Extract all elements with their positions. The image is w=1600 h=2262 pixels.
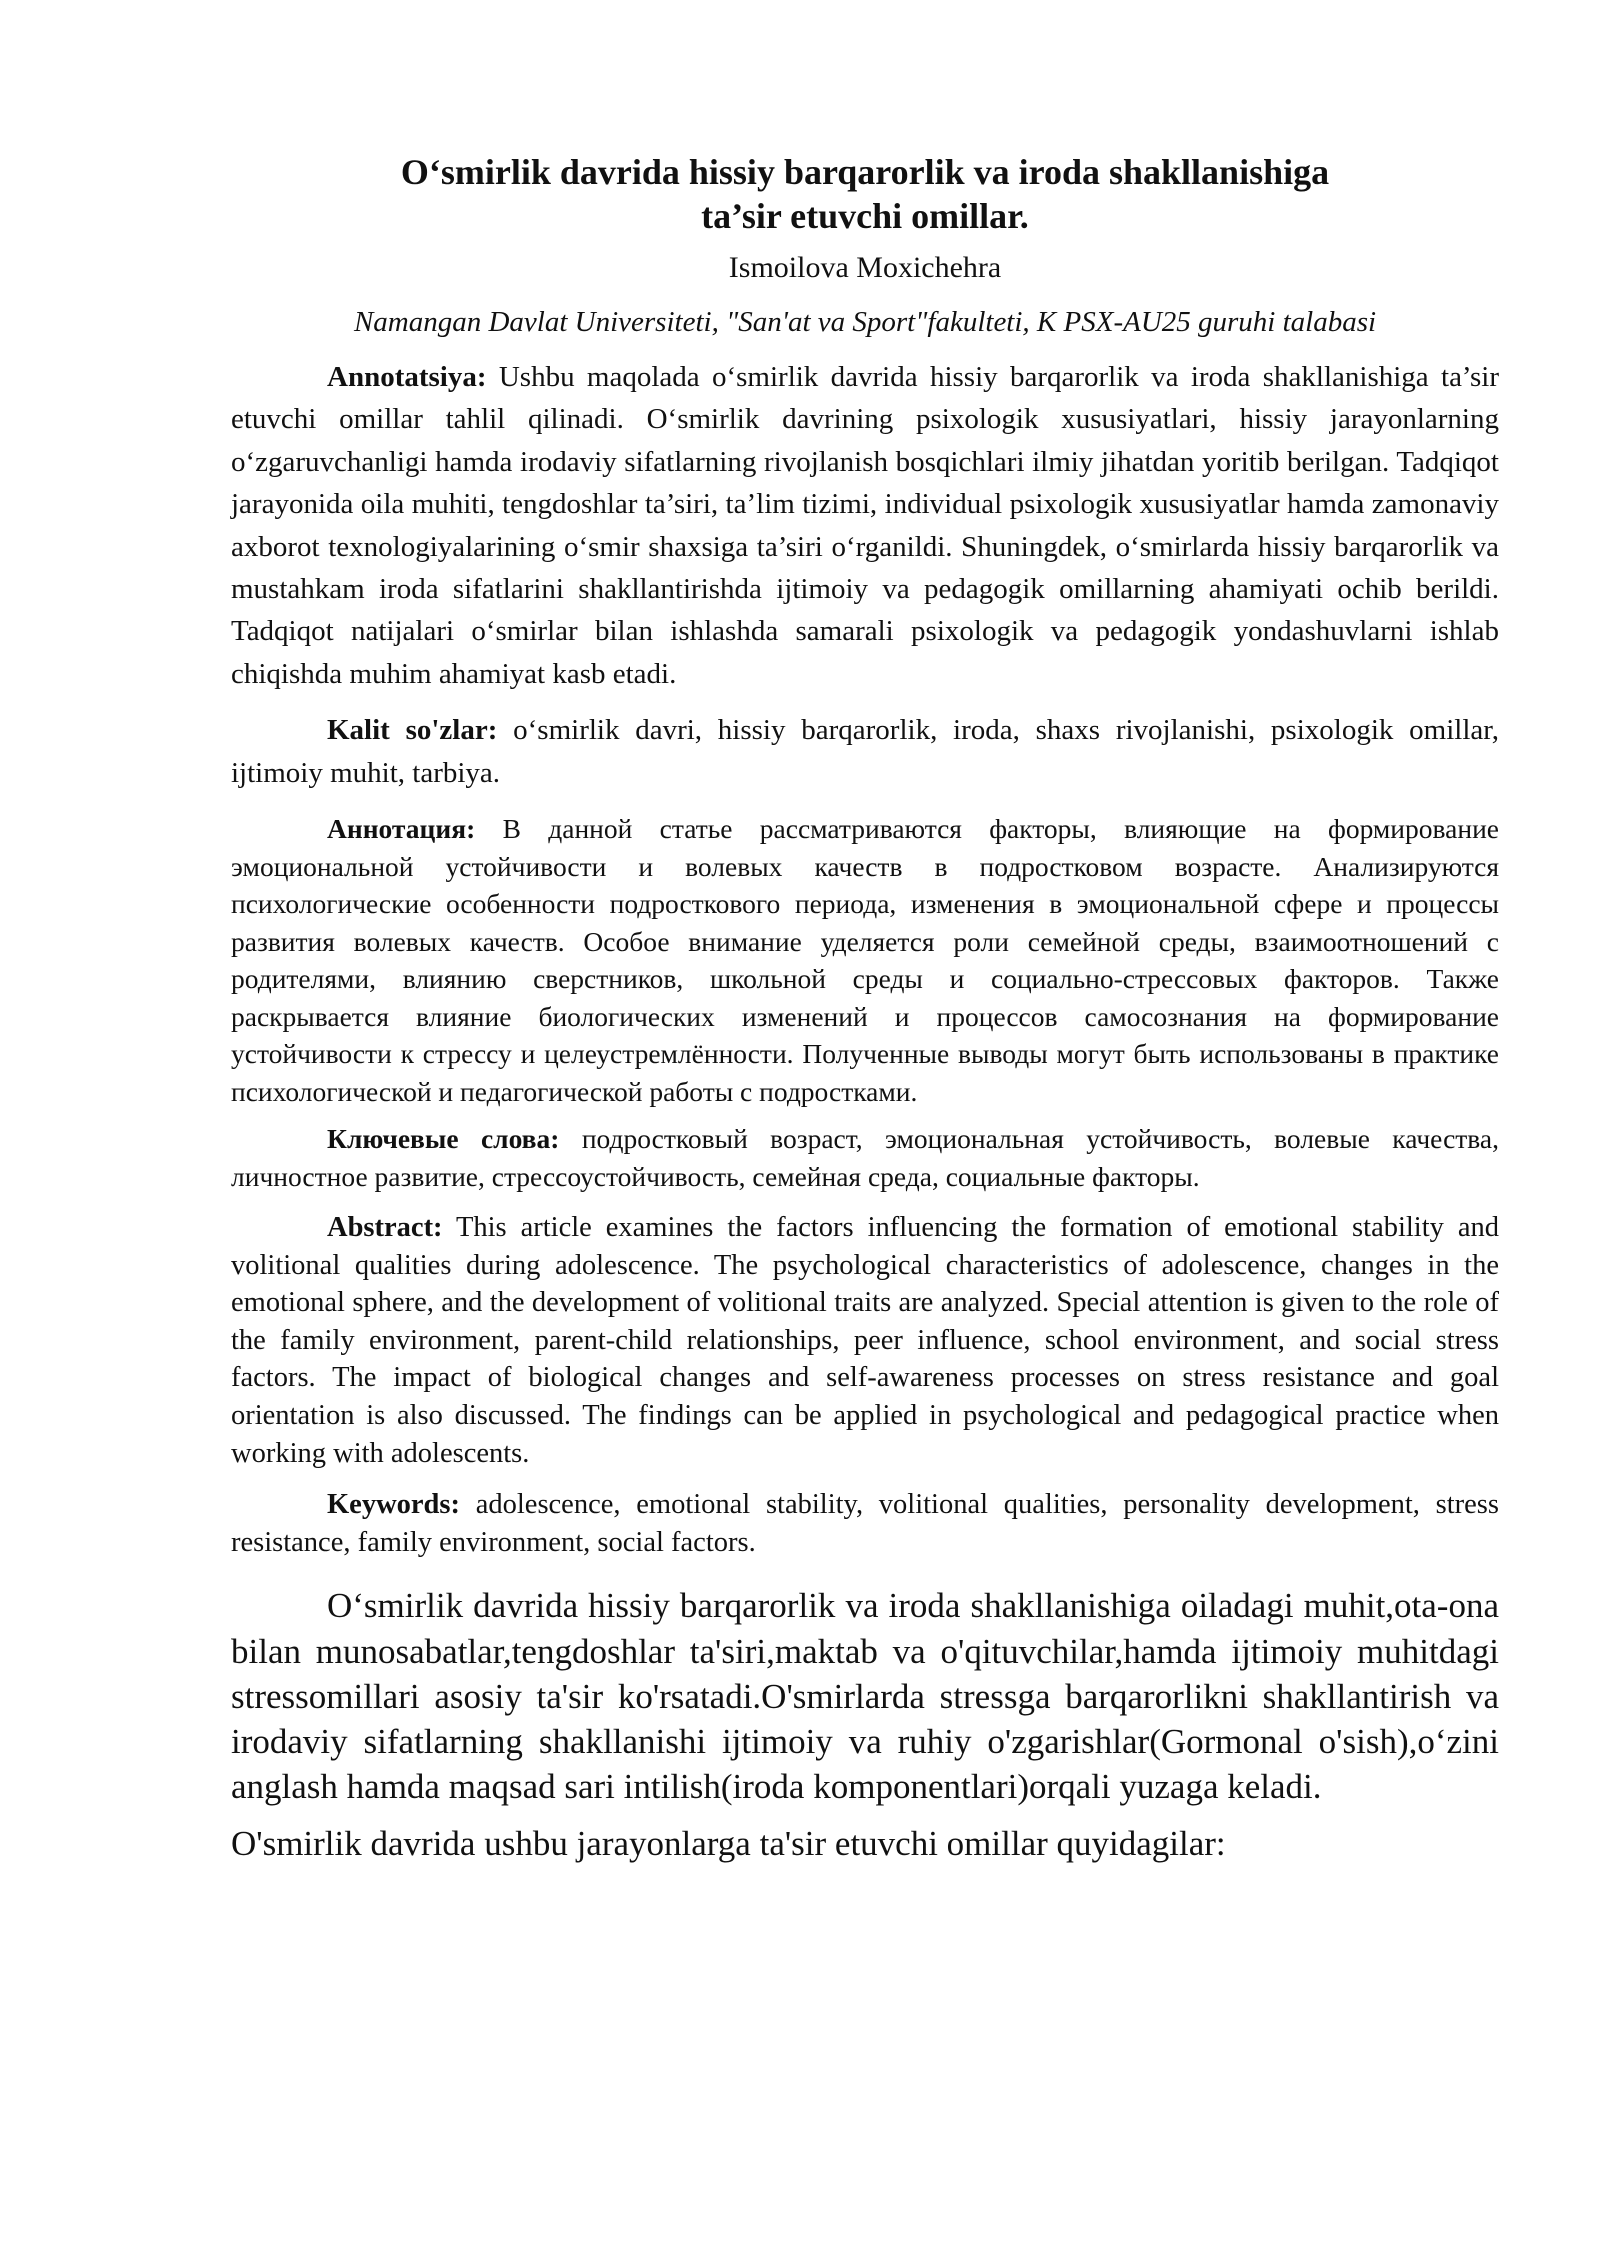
keywords-en-text: adolescence, emotional stability, volitional qualities, personality development, stress resistance, family environment, social factors. xyxy=(231,1489,1499,1558)
annotation-uz-label: Annotatsiya: xyxy=(327,361,487,393)
body-last-line: O'smirlik davrida ushbu jarayonlarga ta'sir etuvchi omillar quyidagilar: xyxy=(231,1824,1226,1864)
keywords-uz-text: o‘smirlik davri, hissiy barqarorlik, iroda, shaxs rivojlanishi, psixologik omillar, ijtimoiy muhit, tarbiya. xyxy=(231,714,1499,789)
body-paragraph: O‘smirlik davrida hissiy barqarorlik va iroda shakllanishiga oiladagi muhit,ota-ona bilan munosabatlar,tengdoshlar ta'siri,maktab va o'qituvchilar,hamda ijtimoiy muhitdagi stressomillari asosiy ta'sir ko'rsatadi.O'smirlarda stressga barqarorlikni shakllantirish va irodaviy sifatlarning shakllanishi ijtimoiy va ruhiy o'zgarishlar(Gormonal o'sish),o‘zini anglash hamda maqsad sari intilish(iroda komponentlari)orqali yuzaga keladi. xyxy=(231,1586,1499,1807)
keywords-ru-label: Ключевые слова: xyxy=(327,1123,560,1155)
annotation-ru-label: Аннотация: xyxy=(327,813,476,845)
annotation-ru-text: В данной статье рассматриваются факторы, влияющие на формирование эмоциональной устойчивости и волевых качеств в подростковом возрасте. Анализируются психологические особенности подросткового периода, изменения в эмоциональной сфере и процессы развития волевых качеств. Особое внимание уделяется роли семейной среды, взаимоотношений с родителями, влиянию сверстников, школьной среды и социально-стрессовых факторов. Также раскрывается влияние биологических изменений и процессов самосознания на формирование устойчивости к стрессу и целеустремлённости. Полученные выводы могут быть использованы в практике психологической и педагогической работы с подростками. xyxy=(231,813,1499,1107)
author-affiliation: Namangan Davlat Universiteti, "San'at va Sport"fakulteti, K PSX-AU25 guruhi talabasi xyxy=(353,306,1377,338)
annotation-uz-text: Ushbu maqolada o‘smirlik davrida hissiy barqarorlik va iroda shakllanishiga ta’sir etuvchi omillar tahlil qilinadi. O‘smirlik davrining psixologik xususiyatlari, hissiy jarayonlarning o‘zgaruvchanligi hamda irodaviy sifatlarning rivojlanish bosqichlari ilmiy jihatdan yoritib berilgan. Tadqiqot jarayonida oila muhiti, tengdoshlar ta’siri, ta’lim tizimi, individual psixologik xususiyatlar hamda zamonaviy axborot texnologiyalarining o‘smir shaxsiga ta’siri o‘rganildi. Shuningdek, o‘smirlarda hissiy barqarorlik va mustahkam iroda sifatlarini shakllantirishda ijtimoiy va pedagogik omillarning ahamiyati ochib berildi. Tadqiqot natijalari o‘smirlar bilan ishlashda samarali psixologik va pedagogik yondashuvlarni ishlab chiqishda muhim ahamiyat kasb etadi. xyxy=(231,361,1499,690)
title-line-2: ta’sir etuvchi omillar. xyxy=(701,196,1029,236)
keywords-uz xyxy=(231,709,1499,794)
keywords-ru-text: подростковый возраст, эмоциональная устойчивость, волевые качества, личностное развитие, стрессоустойчивость, семейная среда, социальные факторы. xyxy=(231,1123,1500,1192)
abstract-en-text: This article examines the factors influencing the formation of emotional stability and volitional qualities during adolescence. The psychological characteristics of adolescence, changes in the emotional sphere, and the development of volitional traits are analyzed. Special attention is given to the role of the family environment, parent-child relationships, peer influence, school environment, and social stress factors. The impact of biological changes and self-awareness processes on stress resistance and goal orientation is also discussed. The findings can be applied in psychological and pedagogical practice when working with adolescents. xyxy=(231,1212,1499,1469)
keywords-ru xyxy=(231,1120,1499,1195)
keywords-en-label: Keywords: xyxy=(327,1489,460,1521)
abstract-en xyxy=(231,1209,1499,1472)
abstract-en-label: Abstract: xyxy=(327,1212,443,1244)
title-line-1: O‘smirlik davrida hissiy barqarorlik va iroda shakllanishiga xyxy=(400,152,1330,192)
paper-title xyxy=(231,150,1499,238)
annotation-ru xyxy=(231,810,1499,1110)
keywords-en xyxy=(231,1486,1499,1561)
annotation-uz xyxy=(231,356,1499,695)
paper-page xyxy=(231,150,1499,1866)
author-name: Ismoilova Moxichehra xyxy=(728,251,1002,284)
keywords-uz-label: Kalit so'zlar: xyxy=(327,714,498,747)
